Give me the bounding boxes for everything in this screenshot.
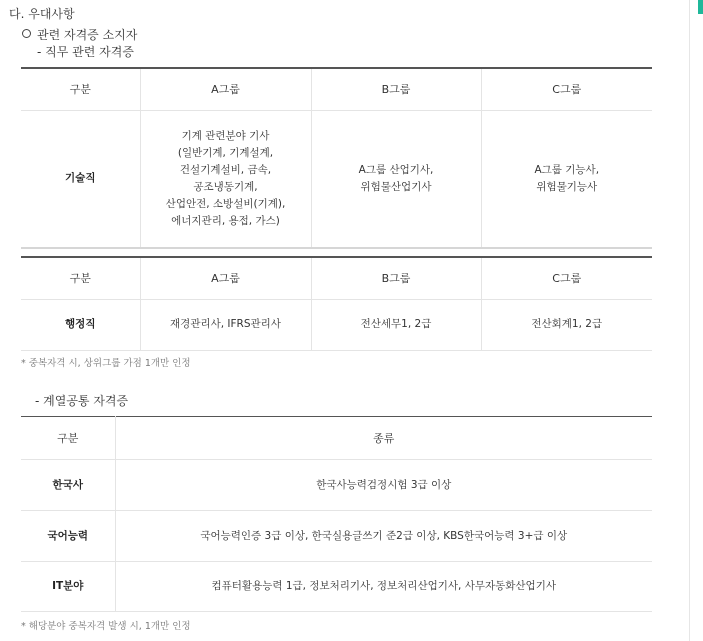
row-label: IT분야 — [21, 562, 115, 612]
cell-group-b: 전산세무1, 2급 — [311, 299, 481, 350]
cell-line: 에너지관리, 용접, 가스) — [171, 214, 280, 227]
cell-line: 건설기계설비, 금속, — [179, 163, 272, 176]
row-label: 행정직 — [21, 299, 140, 350]
footnote: * 해당분야 중복자격 발생 시, 1개만 인정 — [21, 621, 191, 632]
row-label: 기술직 — [21, 110, 140, 248]
circle-bullet-icon — [22, 29, 31, 38]
scroll-divider — [689, 0, 690, 641]
cell-group-a: 재경관리사, IFRS관리사 — [140, 299, 311, 350]
cell-group-a — [140, 110, 311, 248]
header-cell: B그룹 — [311, 68, 481, 110]
section-heading: 다. 우대사항 — [9, 7, 75, 21]
header-cell: A그룹 — [140, 68, 311, 110]
common-cert-title: - 계열공통 자격증 — [35, 394, 129, 408]
header-cell: A그룹 — [140, 257, 311, 299]
header-cell: 구분 — [21, 257, 140, 299]
scrollbar-thumb[interactable] — [698, 0, 703, 14]
row-label: 한국사 — [21, 460, 115, 511]
cell-line: 공조냉동기계, — [193, 180, 258, 193]
table-row — [21, 299, 652, 350]
row-label: 국어능력 — [21, 511, 115, 562]
subsection-title — [22, 26, 137, 43]
table-row — [21, 511, 652, 562]
cell-line: 기계 관련분야 기사 — [181, 129, 270, 142]
header-cell: C그룹 — [481, 68, 652, 110]
row-value: 한국사능력검정시험 3급 이상 — [115, 460, 652, 511]
header-cell: 구분 — [21, 68, 140, 110]
header-cell: C그룹 — [481, 257, 652, 299]
table-header-row — [21, 68, 652, 110]
header-cell: B그룹 — [311, 257, 481, 299]
cell-line: A그룹 산업기사, — [358, 163, 434, 176]
table-header-row — [21, 257, 652, 299]
footnote: * 중복자격 시, 상위그룹 가점 1개만 인정 — [21, 358, 191, 369]
cell-line: A그룹 기능사, — [534, 163, 600, 176]
cell-line: 산업안전, 소방설비(기계), — [165, 197, 286, 210]
header-cell: 종류 — [115, 417, 652, 460]
subsection-title-text: 관련 자격증 소지자 — [37, 28, 138, 42]
cell-group-b — [311, 110, 481, 248]
cell-line: (일반기계, 기계설계, — [177, 146, 274, 159]
job-cert-title: - 직무 관련 자격증 — [37, 45, 134, 59]
common-cert-table — [21, 416, 652, 612]
row-value: 컴퓨터활용능력 1급, 정보처리기사, 정보처리산업기사, 사무자동화산업기사 — [115, 562, 652, 612]
tech-cert-table — [21, 67, 652, 249]
cell-line: 위험물기능사 — [536, 180, 598, 193]
table-row — [21, 562, 652, 612]
cell-group-c: 전산회계1, 2급 — [481, 299, 652, 350]
header-cell: 구분 — [21, 417, 115, 460]
table-row — [21, 460, 652, 511]
cell-group-c — [481, 110, 652, 248]
cell-line: 위험물산업기사 — [360, 180, 432, 193]
admin-cert-table — [21, 256, 652, 351]
table-header-row — [21, 417, 652, 460]
row-value: 국어능력인증 3급 이상, 한국실용글쓰기 준2급 이상, KBS한국어능력 3+급 이상 — [115, 511, 652, 562]
table-row — [21, 110, 652, 248]
